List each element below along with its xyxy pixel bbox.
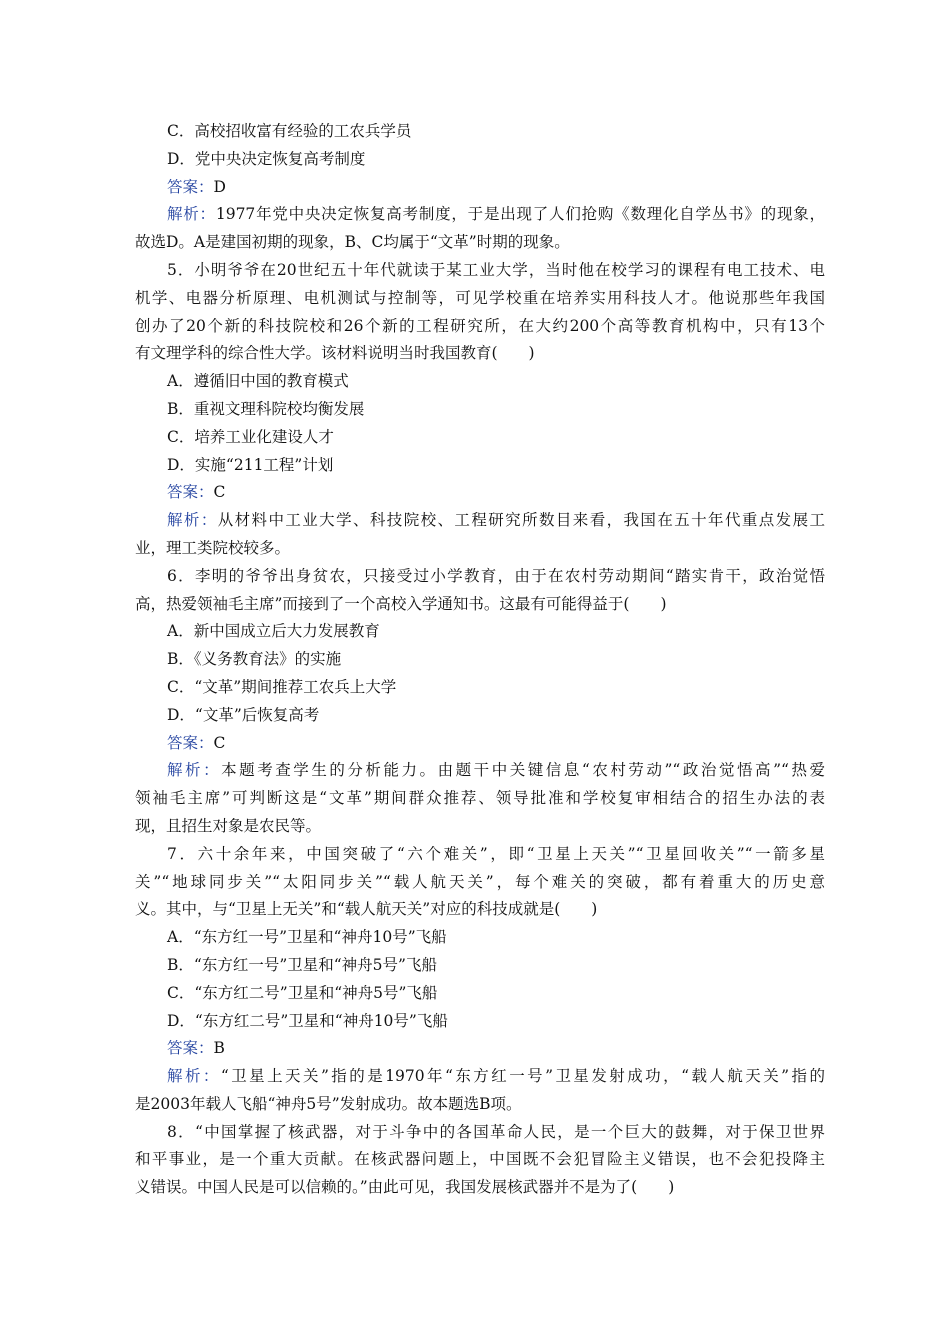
text-line xyxy=(135,118,825,146)
text-line xyxy=(135,841,825,869)
text-line xyxy=(135,285,825,313)
line-text: C．“文革”期间推荐工农兵上大学 xyxy=(167,677,397,696)
line-text: 1977年党中央决定恢复高考制度，于是出现了人们抢购《数理化自学丛书》的现象， xyxy=(215,205,825,224)
line-text: 机学、电器分析原理、电机测试与控制等，可见学校重在培养实用科技人才。他说那些年我国 xyxy=(135,288,825,307)
line-text: 故选D。A是建国初期的现象，B、C均属于“文革”时期的现象。 xyxy=(135,233,570,252)
text-line xyxy=(135,702,825,730)
analysis-label: 解析： xyxy=(167,1067,221,1086)
line-text: 关”“地球同步关”“太阳同步关”“载人航天关”，每个难关的突破，都有着重大的历史意 xyxy=(135,872,825,891)
answer-label: 答案： xyxy=(167,177,214,196)
text-line xyxy=(135,563,825,591)
line-text: A．新中国成立后大力发展教育 xyxy=(167,622,380,641)
text-line xyxy=(135,1119,825,1147)
line-text: A．遵循旧中国的教育模式 xyxy=(167,372,349,391)
text-line xyxy=(135,757,825,785)
text-line xyxy=(135,785,825,813)
text-line xyxy=(135,646,825,674)
text-line xyxy=(135,535,825,563)
line-text: 领袖毛主席”可判断这是“文革”期间群众推荐、领导批准和学校复审相结合的招生办法的表 xyxy=(135,789,825,808)
analysis-label: 解析： xyxy=(167,511,218,530)
line-text: C．“东方红二号”卫星和“神舟5号”飞船 xyxy=(167,983,438,1002)
line-text: 本题考查学生的分析能力。由题干中关键信息“农村劳动”“政治觉悟高”“热爱 xyxy=(221,761,825,780)
line-text: B．“东方红一号”卫星和“神舟5号”飞船 xyxy=(167,955,437,974)
line-text: 和平事业，是一个重大贡献。在核武器问题上，中国既不会犯冒险主义错误，也不会犯投降主 xyxy=(135,1150,825,1169)
analysis-label: 解析： xyxy=(167,761,222,780)
text-line xyxy=(135,340,825,368)
text-line xyxy=(135,424,825,452)
text-line xyxy=(135,618,825,646)
text-line xyxy=(135,980,825,1008)
text-line xyxy=(135,813,825,841)
text-line xyxy=(135,1174,825,1202)
line-text: “卫星上天关”指的是1970年“东方红一号”卫星发射成功，“载人航天关”指的 xyxy=(220,1067,825,1086)
line-text: D xyxy=(213,177,226,196)
text-line xyxy=(135,674,825,702)
line-text: 5．小明爷爷在20世纪五十年代就读于某工业大学，当时他在校学习的课程有电工技术、电 xyxy=(167,260,825,279)
text-line xyxy=(135,452,825,480)
text-line xyxy=(135,368,825,396)
line-text: D．实施“211工程”计划 xyxy=(167,455,334,474)
text-line xyxy=(135,201,825,229)
text-line xyxy=(135,952,825,980)
line-text: D．党中央决定恢复高考制度 xyxy=(167,149,366,168)
text-line xyxy=(135,1146,825,1174)
line-text: 从材料中工业大学、科技院校、工程研究所数目来看，我国在五十年代重点发展工 xyxy=(217,511,825,530)
text-line xyxy=(135,174,825,202)
line-text: 8．“中国掌握了核武器，对于斗争中的各国革命人民，是一个巨大的鼓舞，对于保卫世界 xyxy=(167,1122,825,1141)
line-text: 高，热爱领袖毛主席”而接到了一个高校入学通知书。这最有可能得益于( ) xyxy=(135,594,667,613)
answer-label: 答案： xyxy=(167,1039,214,1058)
line-text: B xyxy=(213,1039,225,1058)
line-text: 业，理工类院校较多。 xyxy=(135,538,291,557)
text-line xyxy=(135,229,825,257)
line-text: 创办了20个新的科技院校和26个新的工程研究所，在大约200个高等教育机构中，只有13个 xyxy=(135,316,825,335)
text-line xyxy=(135,1008,825,1036)
text-line xyxy=(135,591,825,619)
line-text: 7．六十余年来，中国突破了“六个难关”，即“卫星上天关”“卫星回收关”“一箭多星 xyxy=(167,844,825,863)
line-text: C．培养工业化建设人才 xyxy=(167,427,334,446)
text-line xyxy=(135,730,825,758)
text-line xyxy=(135,896,825,924)
text-line xyxy=(135,507,825,535)
line-text: D．“文革”后恢复高考 xyxy=(167,705,320,724)
text-line xyxy=(135,924,825,952)
line-text: A．“东方红一号”卫星和“神舟10号”飞船 xyxy=(167,928,447,947)
line-text: 是2003年载人飞船“神舟5号”发射成功。故本题选B项。 xyxy=(135,1094,522,1113)
text-line xyxy=(135,1091,825,1119)
text-line xyxy=(135,313,825,341)
text-line xyxy=(135,479,825,507)
line-text: D．“东方红二号”卫星和“神舟10号”飞船 xyxy=(167,1011,448,1030)
line-text: 现，且招生对象是农民等。 xyxy=(135,816,322,835)
line-text: C xyxy=(213,733,226,752)
line-text: 有文理学科的综合性大学。该材料说明当时我国教育( ) xyxy=(135,344,535,363)
line-text: 义错误。中国人民是可以信赖的。”由此可见，我国发展核武器并不是为了( ) xyxy=(135,1178,675,1197)
line-text: 6．李明的爷爷出身贫农，只接受过小学教育，由于在农村劳动期间“踏实肯干，政治觉悟 xyxy=(167,566,825,585)
line-text: C xyxy=(213,483,226,502)
line-text: 义。其中，与“卫星上无关”和“载人航天关”对应的科技成就是( ) xyxy=(135,900,598,919)
line-text: C．高校招收富有经验的工农兵学员 xyxy=(167,122,412,140)
text-line xyxy=(135,869,825,897)
line-text: B．《义务教育法》的实施 xyxy=(167,650,342,669)
line-text: B．重视文理科院校均衡发展 xyxy=(167,399,365,418)
text-line xyxy=(135,396,825,424)
answer-label: 答案： xyxy=(167,483,214,502)
text-line xyxy=(135,257,825,285)
text-line xyxy=(135,146,825,174)
text-line xyxy=(135,1063,825,1091)
document-body xyxy=(135,118,825,1202)
analysis-label: 解析： xyxy=(167,205,216,224)
text-line xyxy=(135,1035,825,1063)
answer-label: 答案： xyxy=(167,733,214,752)
